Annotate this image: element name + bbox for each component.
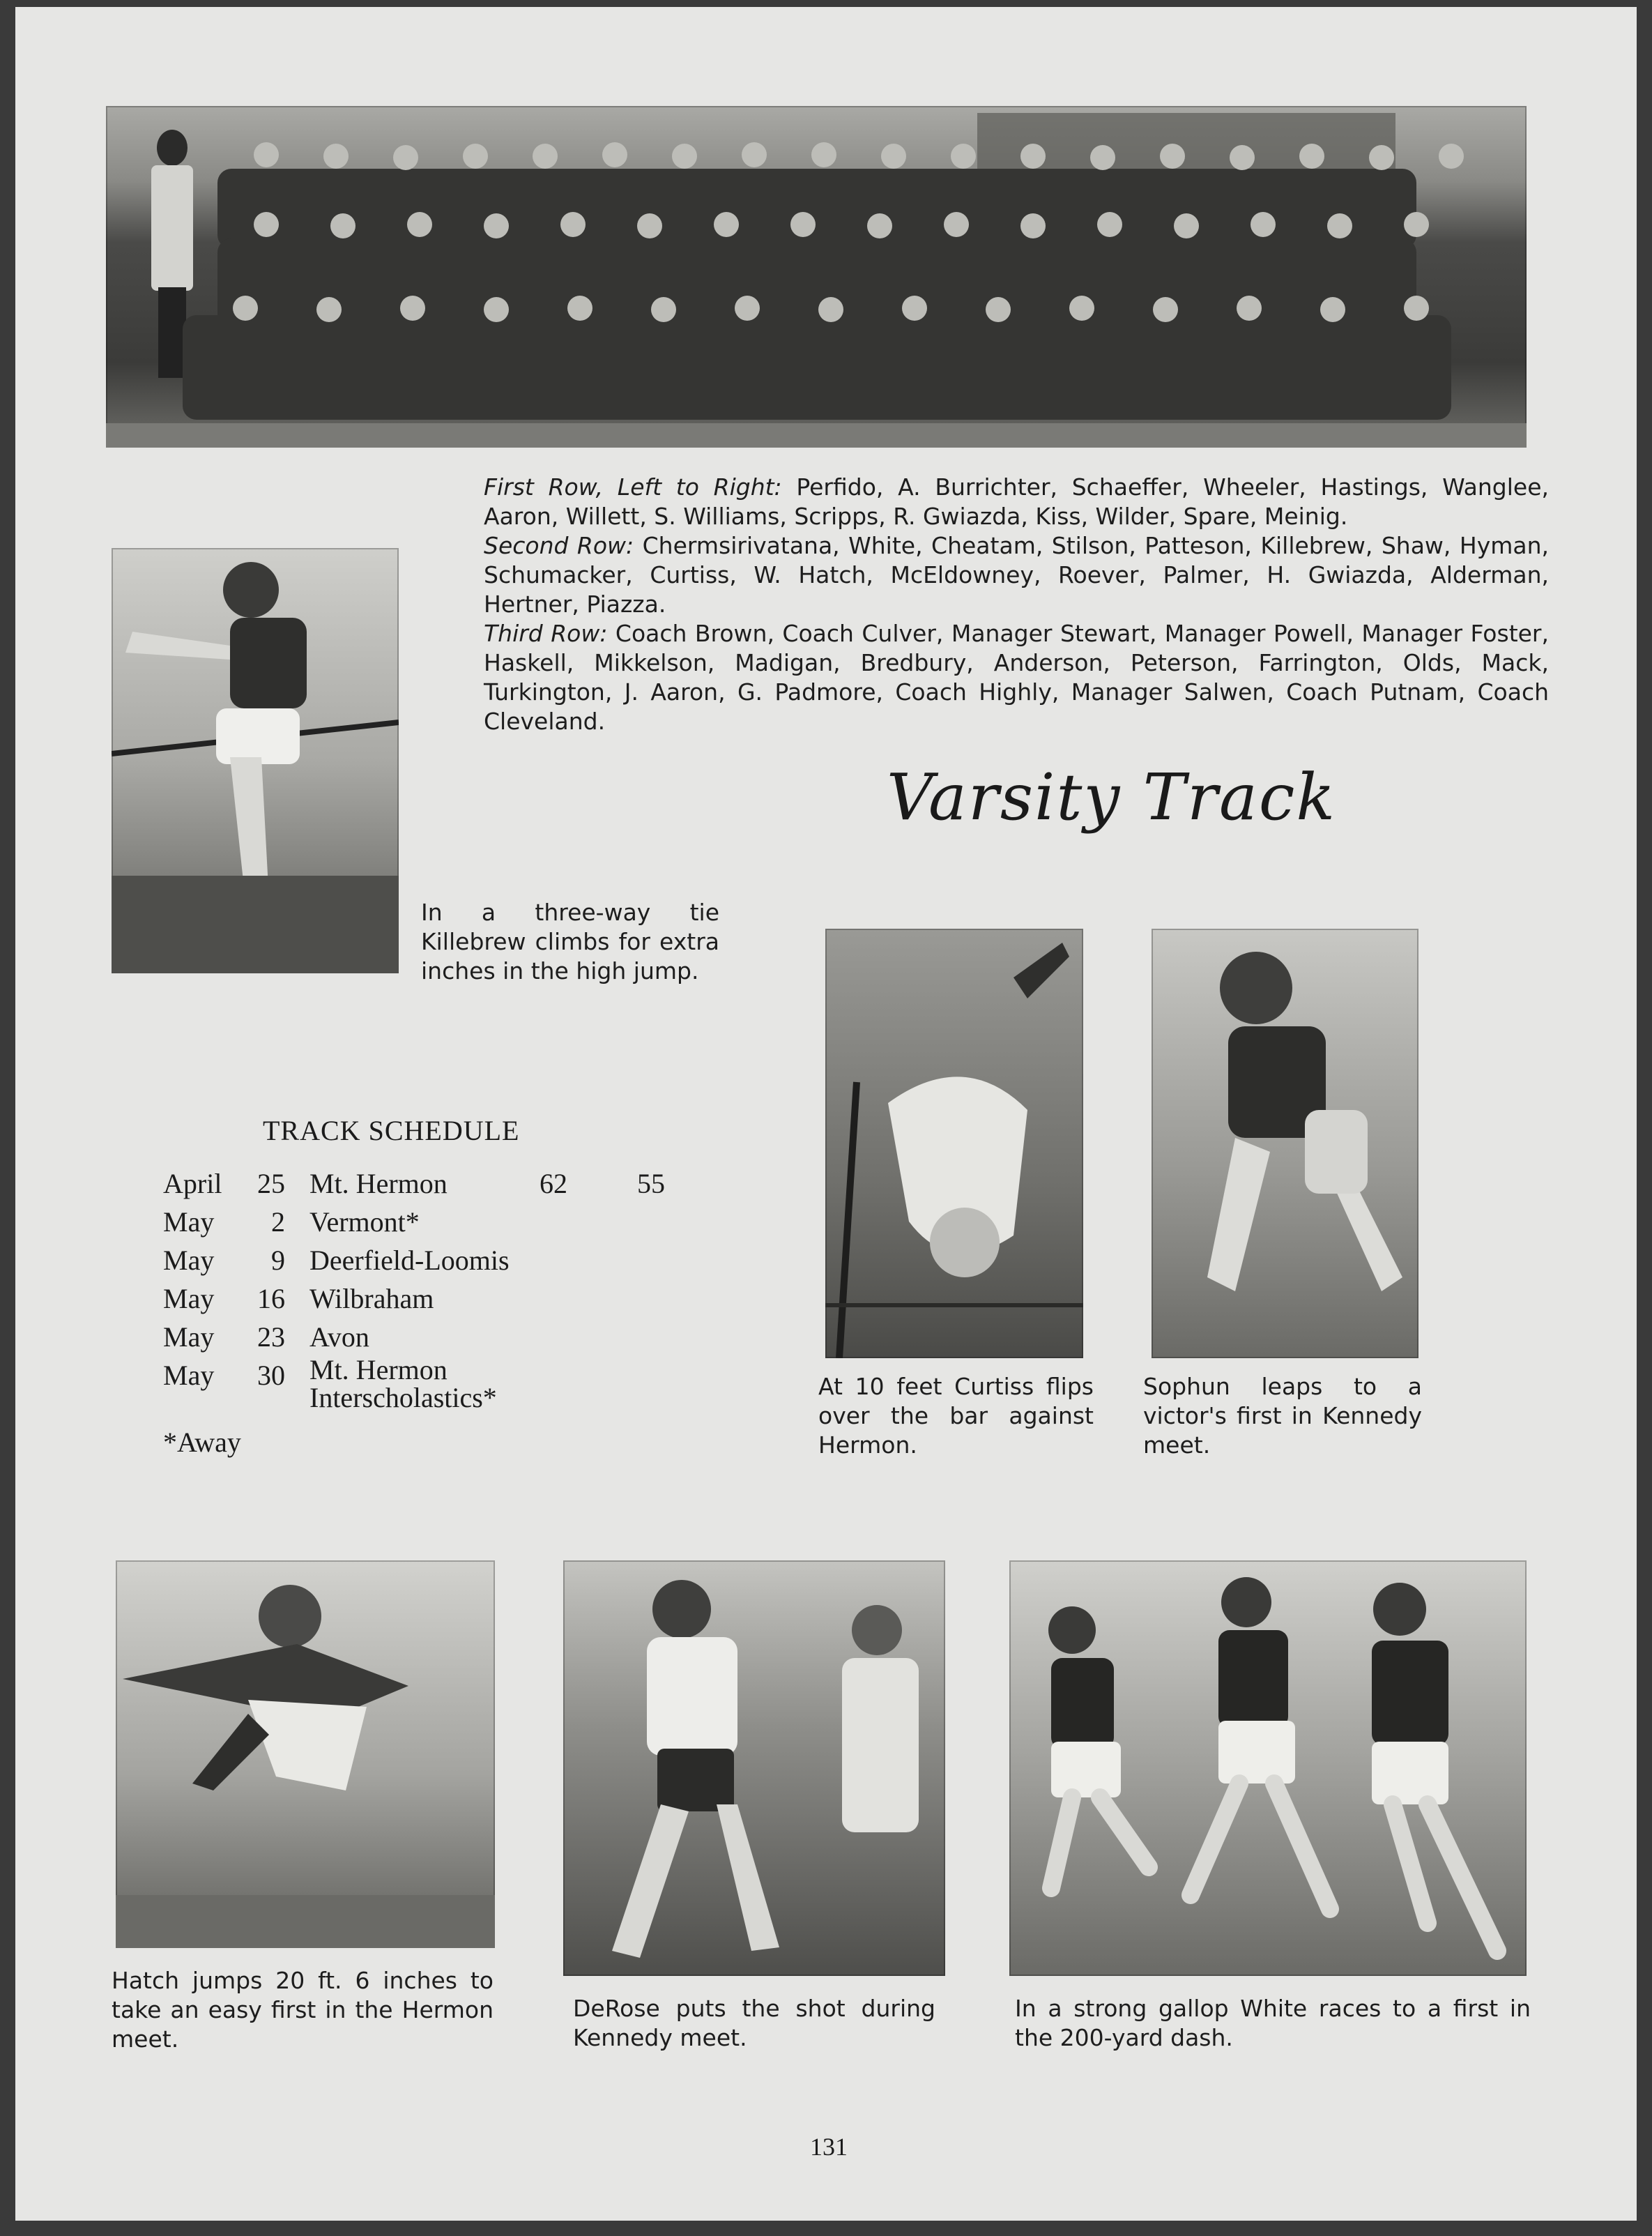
hatch-caption: Hatch jumps 20 ft. 6 inches to take an easy first in the Hermon meet.	[112, 1967, 494, 2053]
schedule-opponent: Avon	[309, 1321, 369, 1353]
schedule-opponent: Mt. Hermon	[309, 1168, 448, 1199]
roster-first-label: First Row, Left to Right:	[484, 473, 782, 501]
curtiss-caption: At 10 feet Curtiss flips over the bar against Hermon.	[818, 1373, 1094, 1459]
white-200-yard-dash-photo	[1009, 1560, 1527, 1976]
schedule-month: April	[163, 1168, 222, 1199]
team-photo	[106, 106, 1527, 448]
schedule-day: 2	[271, 1206, 285, 1238]
schedule-opponent	[309, 1356, 497, 1412]
roster-third-label: Third Row:	[484, 620, 608, 647]
killebrew-caption: In a three-way tie Killebrew climbs for extra inches in the high jump.	[421, 899, 719, 984]
roster-third-names: Coach Brown, Coach Culver, Manager Stewart, Manager Powell, Manager Foster, Haskell, Mikkelson, Madigan, Bredbury, Anderson, Peterson, Farrington, Olds, Mack, Turkington, J. Aaron, G. Padmore, Coach Highly, Manager Salwen, Coach Putnam, Coach Cleveland.	[484, 620, 1549, 735]
schedule-month: May	[163, 1321, 215, 1353]
white-caption: In a strong gallop White races to a first in the 200-yard dash.	[1015, 1995, 1531, 2051]
page-title: Varsity Track	[887, 760, 1337, 835]
curtiss-pole-vault-photo	[825, 929, 1083, 1358]
roster-second-label: Second Row:	[484, 532, 634, 559]
roster-second-names: Chermsirivatana, White, Cheatam, Stilson, Patteson, Killebrew, Shaw, Hyman, Schumacker, Curtiss, W. Hatch, McEldowney, Roever, Palmer, H. Gwiazda, Alderman, Hertner, Piazza.	[484, 532, 1549, 618]
schedule-opponent: Vermont*	[309, 1206, 420, 1238]
roster-first-names: Perfido, A. Burrichter, Schaeffer, Wheeler, Hastings, Wanglee, Aaron, Willett, S. Williams, Scripps, R. Gwiazda, Kiss, Wilder, Spare, Meinig.	[484, 473, 1549, 530]
schedule-day: 16	[257, 1283, 285, 1314]
hatch-long-jump-photo	[116, 1560, 495, 1948]
schedule-month: May	[163, 1245, 215, 1276]
derose-shot-put-photo	[563, 1560, 945, 1976]
schedule-day: 23	[257, 1321, 285, 1353]
sophun-leap-photo	[1152, 929, 1418, 1358]
schedule-day: 25	[257, 1168, 285, 1199]
schedule-opponent-line2: Interscholastics*	[309, 1382, 497, 1413]
schedule-opponent-line1: Mt. Hermon	[309, 1354, 448, 1385]
schedule-footnote: *Away	[163, 1427, 241, 1458]
killebrew-high-jump-photo	[112, 548, 399, 973]
schedule-month: May	[163, 1360, 215, 1391]
schedule-day: 30	[257, 1360, 285, 1391]
schedule-title: TRACK SCHEDULE	[263, 1115, 520, 1146]
schedule-opponent: Wilbraham	[309, 1283, 434, 1314]
sophun-caption: Sophun leaps to a victor's first in Kennedy meet.	[1143, 1373, 1422, 1459]
schedule-month: May	[163, 1283, 215, 1314]
schedule-score-opponent: 55	[637, 1168, 665, 1199]
schedule-month: May	[163, 1206, 215, 1238]
team-roster	[484, 473, 1549, 736]
derose-caption: DeRose puts the shot during Kennedy meet.	[573, 1995, 935, 2051]
page-number: 131	[810, 2133, 848, 2161]
schedule-opponent: Deerfield-Loomis	[309, 1245, 510, 1276]
schedule-day: 9	[271, 1245, 285, 1276]
yearbook-page	[15, 7, 1637, 2221]
schedule-score-home: 62	[540, 1168, 567, 1199]
